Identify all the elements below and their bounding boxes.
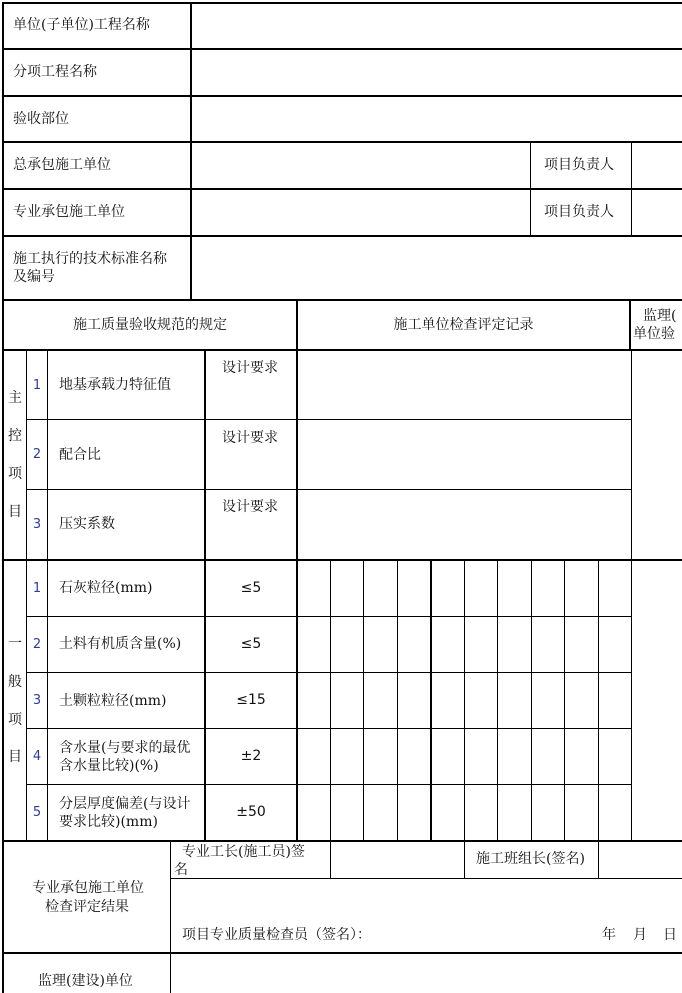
item-name-cont: 含水量比较)(%) [59, 758, 159, 774]
check-record-field[interactable] [298, 351, 629, 419]
item-name: 含水量(与要求的最优 [59, 740, 191, 756]
spec-header: 施工质量验收规范的规定 [73, 316, 227, 333]
row-line [26, 728, 632, 729]
group-label-general: 目 [8, 749, 22, 765]
acceptance-part-label: 验收部位 [13, 111, 69, 127]
unit-project-name-field[interactable] [192, 4, 682, 48]
item-name: 石灰粒径(mm) [59, 580, 153, 596]
grid-col [330, 560, 331, 841]
project-manager-label: 项目负责人 [544, 204, 614, 220]
subitem-project-name-label: 分项工程名称 [13, 64, 97, 80]
group-label-main: 项 [8, 466, 22, 482]
subitem-project-name-field[interactable] [192, 50, 682, 95]
item-number: 1 [32, 581, 42, 596]
item-number: 3 [32, 517, 42, 532]
col-line [464, 841, 465, 879]
item-value: ≤5 [240, 636, 262, 652]
item-name: 地基承载力特征值 [59, 377, 171, 393]
check-record-field[interactable] [298, 490, 629, 559]
specialty-result-label: 专业承包施工单位 [32, 880, 144, 896]
general-contractor-label: 总承包施工单位 [13, 157, 111, 173]
foreman-sign-label-cont: 名 [174, 862, 188, 878]
project-manager-label: 项目负责人 [544, 157, 614, 173]
team-leader-sign-field[interactable] [599, 842, 682, 878]
item-number: 5 [32, 805, 42, 820]
acceptance-part-field[interactable] [192, 97, 682, 141]
unit-project-name-label: 单位(子单位)工程名称 [13, 17, 150, 33]
grid-col [397, 560, 398, 841]
item-name-cont: 要求比较)(mm) [59, 814, 158, 830]
item-number: 1 [32, 377, 42, 393]
grid-col [497, 560, 498, 841]
foreman-sign-label: 专业工长(施工员)签 [182, 844, 305, 860]
date-day: 日 [663, 927, 677, 943]
row-line [170, 878, 682, 879]
supervision-header-cont: 单位验 [633, 326, 675, 342]
col-line [530, 141, 531, 236]
item-value: ≤5 [240, 580, 262, 596]
item-number: 2 [32, 637, 42, 652]
tech-standard-label-cont: 及编号 [13, 269, 55, 285]
grid-col [464, 560, 465, 841]
group-label-general: 项 [8, 712, 22, 728]
grid-col [598, 560, 599, 841]
row-line [2, 952, 682, 954]
group-label-main: 目 [8, 504, 22, 520]
row-line [26, 616, 632, 617]
group-label-general: 一 [8, 636, 22, 652]
item-value: ±2 [240, 748, 262, 764]
item-number: 4 [32, 749, 42, 764]
group-label-main: 主 [8, 390, 22, 406]
item-name: 土颗粒粒径(mm) [59, 693, 167, 709]
specialty-result-label-cont: 检查评定结果 [45, 899, 129, 915]
date-year: 年 [602, 927, 616, 943]
group-label-main: 控 [8, 428, 22, 444]
row-line [26, 672, 632, 673]
border-left [2, 2, 4, 993]
general-contractor-field[interactable] [192, 143, 530, 188]
col-line [47, 349, 48, 841]
col-line [629, 299, 631, 350]
item-name: 压实系数 [59, 516, 115, 532]
item-requirement: 设计要求 [222, 499, 278, 515]
item-name: 分层厚度偏差(与设计 [59, 796, 191, 812]
grid-col [564, 560, 565, 841]
specialty-contractor-label: 专业承包施工单位 [13, 204, 125, 220]
qc-inspector-sign-label: 项目专业质量检查员（签名）： [182, 927, 371, 943]
item-number: 2 [32, 447, 42, 462]
item-requirement: 设计要求 [222, 430, 278, 446]
team-leader-sign-label: 施工班组长(签名) [476, 851, 585, 867]
item-number: 3 [32, 693, 42, 708]
group-label-general: 般 [8, 674, 22, 690]
tech-standard-label: 施工执行的技术标准名称 [13, 251, 167, 267]
item-value: ≤15 [236, 692, 266, 708]
item-value: ±50 [236, 804, 266, 820]
supervision-header: 监理( [643, 308, 677, 324]
grid-col [531, 560, 532, 841]
tech-standard-field[interactable] [192, 237, 682, 299]
record-header: 施工单位检查评定记录 [393, 316, 534, 333]
date-month: 月 [633, 927, 647, 943]
item-name: 配合比 [59, 447, 101, 463]
col-line [631, 349, 632, 841]
item-name: 土料有机质含量(%) [59, 636, 182, 652]
grid-col [363, 560, 364, 841]
supervision-unit-label: 监理(建设)单位 [38, 973, 133, 989]
row-line [26, 784, 632, 785]
col-line [631, 141, 632, 236]
specialty-contractor-field[interactable] [192, 190, 530, 235]
row-line [2, 559, 682, 561]
grid-col [430, 560, 432, 841]
check-record-field[interactable] [298, 420, 629, 489]
col-line [170, 841, 171, 993]
item-requirement: 设计要求 [222, 360, 278, 376]
foreman-sign-field[interactable] [331, 842, 464, 878]
